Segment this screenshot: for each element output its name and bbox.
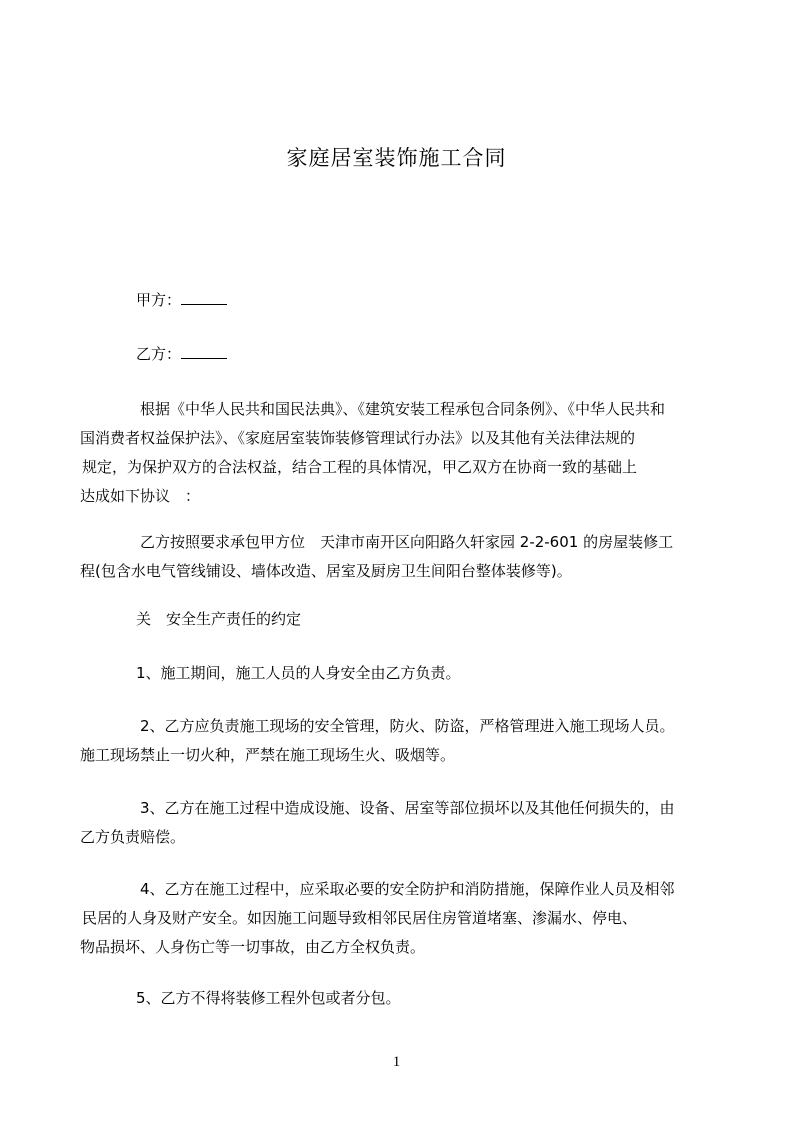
document-title: 家庭居室装饰施工合同 <box>286 146 507 170</box>
party-b-blank <box>181 344 227 359</box>
preamble-line: 达成如下协议 ： <box>80 487 201 505</box>
clause-5: 5、乙方不得将装修工程外包或者分包。 <box>136 989 401 1007</box>
scope-line: 乙方按照要求承包甲方位 天津市南开区向阳路久轩家园 2-2-601 的房屋装修工 <box>140 533 674 551</box>
page-number: 1 <box>392 1054 401 1070</box>
party-b-label: 乙方： <box>136 345 182 363</box>
preamble-line: 规定，为保护双方的合法权益，结合工程的具体情况，甲乙双方在协商一致的基础上 <box>82 458 638 476</box>
party-a-line <box>136 286 776 315</box>
party-a-label: 甲方： <box>136 291 182 309</box>
section-heading: 关 安全生产责任的约定 <box>136 610 302 628</box>
clause-4-line: 4、乙方在施工过程中，应采取必要的安全防护和消防措施，保障作业人员及相邻 <box>140 880 675 898</box>
clause-4-line: 民居的人身及财产安全。如因施工问题导致相邻民居住房管道堵塞、渗漏水、停电、 <box>82 909 638 927</box>
party-b-line <box>136 340 776 369</box>
clause-3-line: 乙方负责赔偿。 <box>80 828 186 846</box>
clause-2-line: 施工现场禁止一切火种，严禁在施工现场生火、吸烟等。 <box>80 746 456 764</box>
clause-3-line: 3、乙方在施工过程中造成设施、设备、居室等部位损坏以及其他任何损失的，由 <box>140 799 675 817</box>
preamble-line: 根据《中华人民共和国民法典》、《建筑安装工程承包合同条例》、《中华人民共和 <box>140 400 666 418</box>
clause-1: 1、施工期间，施工人员的人身安全由乙方负责。 <box>136 664 461 682</box>
clause-4-line: 物品损坏、人身伤亡等一切事故，由乙方全权负责。 <box>80 938 426 956</box>
preamble-line: 国消费者权益保护法》、《家庭居室装饰装修管理试行办法》以及其他有关法律法规的 <box>80 429 636 447</box>
clause-2-line: 2、乙方应负责施工现场的安全管理，防火、防盗，严格管理进入施工现场人员。 <box>140 717 675 735</box>
scope-line: 程(包含水电气管线铺设、墙体改造、居室及厨房卫生间阳台整体装修等)。 <box>80 562 572 580</box>
party-a-blank <box>181 290 227 305</box>
